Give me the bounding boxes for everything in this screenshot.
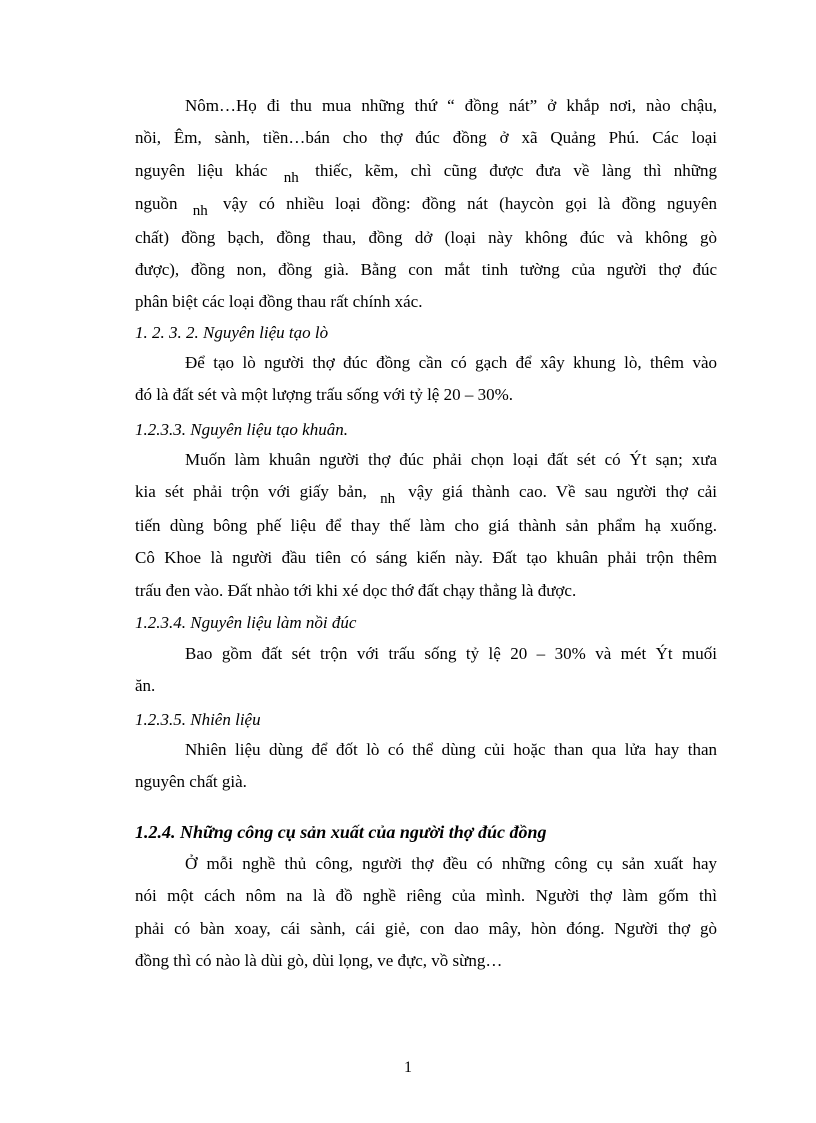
- subscript-fragment: nh: [192, 203, 208, 220]
- paragraph-crucible: [135, 638, 717, 703]
- text-fragment: vậy có nhiều loại đồng: đồng nát (haycòn gọi là đồng nguyên: [223, 194, 718, 214]
- paragraph-mold: [135, 444, 717, 607]
- heading-tools: 1.2.4. Những công cụ sản xuất của người thợ đúc đồng: [135, 822, 547, 842]
- text-line: Cô Khoe là người đầu tiên có sáng kiến này. Đất tạo khuân phải trộn thêm: [135, 548, 717, 568]
- text-line: nguyên chất già.: [135, 772, 247, 792]
- text-line: [135, 188, 717, 221]
- text-line: đồng thì có nào là dùi gò, dùi lọng, ve đực, vồ sừng…: [135, 951, 503, 971]
- text-fragment: nguyên liệu khác: [135, 160, 268, 180]
- text-line: Nhiên liệu dùng để đốt lò có thể dùng củi hoặc than qua lửa hay than: [185, 740, 717, 759]
- text-line: được), đồng non, đồng già. Bằng con mắt tinh tường của người thợ đúc: [135, 260, 717, 280]
- paragraph-materials-collection: [135, 90, 717, 319]
- text-line: Ở mỗi nghề thủ công, người thợ đều có những công cụ sản xuất hay: [185, 854, 717, 873]
- paragraph-furnace: [135, 347, 717, 412]
- text-line: Để tạo lò người thợ đúc đồng cần có gạch để xây khung lò, thêm vào: [185, 353, 717, 372]
- subscript-fragment: nh: [283, 169, 299, 186]
- text-line: trấu đen vào. Đất nhào tới khi xé dọc thớ đất chạy thẳng là được.: [135, 580, 577, 600]
- heading-mold-materials: 1.2.3.3. Nguyên liệu tạo khuân.: [135, 420, 348, 439]
- paragraph-tools: [135, 848, 717, 978]
- text-line: tiến dùng bông phế liệu để thay thế làm cho giá thành sản phẩm hạ xuống.: [135, 515, 717, 535]
- text-line: phân biệt các loại đồng thau rất chính xác.: [135, 292, 423, 312]
- text-line: Bao gồm đất sét trộn với trấu sống tỷ lệ 20 – 30% và mét Ýt muối: [185, 644, 717, 663]
- text-line: chất) đồng bạch, đồng thau, đồng dở (loại này không đúc và không gò: [135, 227, 717, 247]
- text-fragment: kia sét phải trộn với giấy bản,: [135, 482, 367, 502]
- text-fragment: thiếc, kẽm, chì cũng được đưa về làng thì những: [315, 160, 717, 180]
- text-line: [135, 155, 717, 188]
- text-line: Muốn làm khuân người thợ đúc phải chọn loại đất sét có Ýt sạn; xưa: [185, 450, 717, 469]
- text-fragment: vậy giá thành cao. Về sau người thợ cải: [408, 482, 718, 502]
- text-line: đó là đất sét và một lượng trấu sống với tỷ lệ 20 – 30%.: [135, 385, 514, 405]
- text-line: nồi, Êm, sành, tiền…bán cho thợ đúc đồng ở xã Quảng Phú. Các loại: [135, 128, 717, 148]
- text-line: ăn.: [135, 676, 156, 696]
- heading-furnace-materials: 1. 2. 3. 2. Nguyên liệu tạo lò: [135, 323, 329, 342]
- paragraph-fuel: [135, 734, 717, 799]
- page-number: 1: [404, 1059, 412, 1076]
- text-line: [135, 476, 717, 509]
- text-fragment: nguồn: [135, 194, 178, 214]
- heading-fuel: 1.2.3.5. Nhiên liệu: [135, 710, 261, 729]
- subscript-fragment: nh: [380, 491, 396, 508]
- text-line: Nôm…Họ đi thu mua những thứ “ đồng nát” ở khắp nơi, nào chậu,: [185, 96, 717, 115]
- heading-crucible-materials: 1.2.3.4. Nguyên liệu làm nồi đúc: [135, 613, 357, 632]
- text-line: nói một cách nôm na là đồ nghề riêng của mình. Người thợ làm gốm thì: [135, 886, 717, 906]
- text-line: phải có bàn xoay, cái sành, cái giẻ, con dao mây, hòn đóng. Người thợ gò: [135, 918, 717, 938]
